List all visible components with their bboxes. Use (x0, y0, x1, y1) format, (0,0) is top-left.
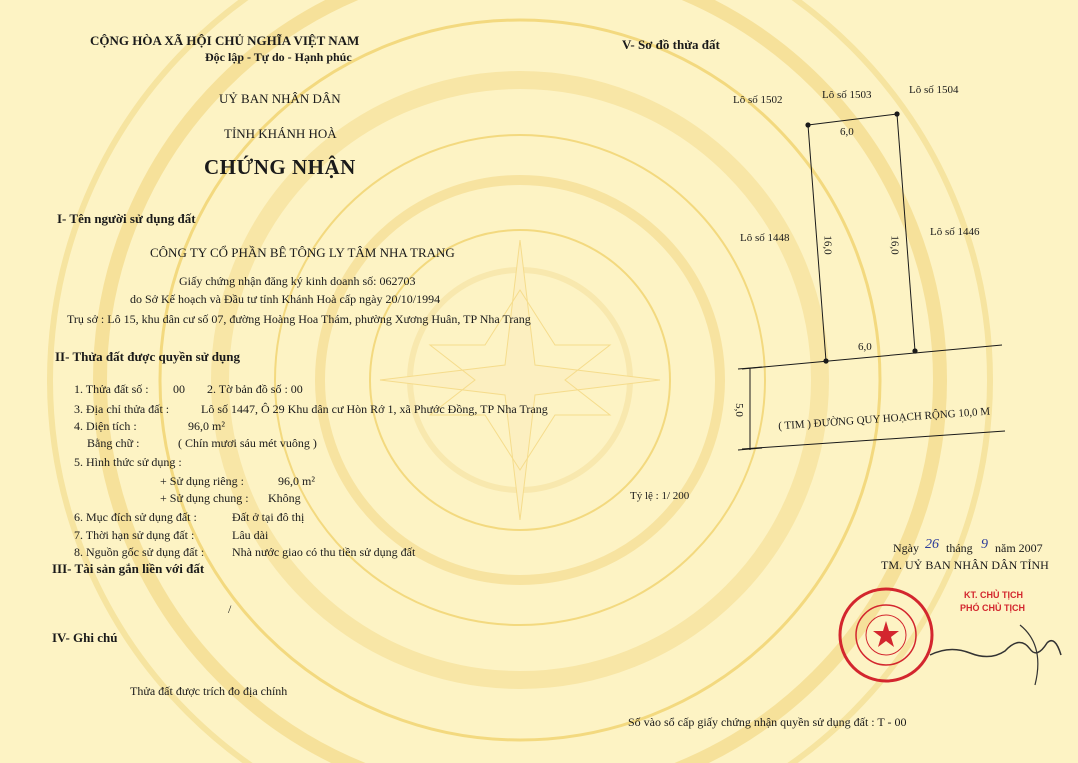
seal-star-icon (873, 621, 899, 647)
location-value: Lô số 1447, Ô 29 Khu dân cư Hòn Rớ 1, xã Phước Đồng, TP Nha Trang (201, 402, 548, 416)
register-number: Số vào sổ cấp giấy chứng nhận quyền sử dụng đất : T - 00 (628, 715, 907, 729)
lot-1504-label: Lô số 1504 (909, 84, 959, 96)
lot-1503-label: Lô số 1503 (822, 89, 872, 101)
section3-heading: III- Tài sản gắn liền với đất (52, 561, 205, 576)
note-text: Thửa đất được trích đo địa chính (130, 684, 288, 698)
parcel-corner-ne (894, 111, 899, 116)
top-width-label: 6,0 (840, 126, 854, 138)
road-label: ( TIM ) ĐƯỜNG QUY HOẠCH RỘNG 10,0 M (777, 405, 991, 433)
origin-label: 8. Nguồn gốc sử dụng đất : (74, 545, 205, 559)
parcel-corner-sw (823, 358, 828, 363)
section5-heading: V- Sơ đồ thửa đất (622, 37, 720, 52)
license-issuer: do Sở Kế hoạch và Đầu tư tỉnh Khánh Hoà cấp ngày 20/10/1994 (130, 292, 441, 306)
date-year: năm 2007 (995, 541, 1043, 555)
authority-line1: UỶ BAN NHÂN DÂN (219, 91, 341, 106)
bottom-width-label: 6,0 (858, 341, 872, 353)
area-label: 4. Diện tích : (74, 419, 137, 433)
deputy-title-line2: PHÓ CHỦ TỊCH (960, 603, 1025, 613)
origin-value: Nhà nước giao có thu tiền sử dụng đất (232, 545, 416, 559)
deputy-title-line1: KT. CHỦ TỊCH (964, 590, 1023, 600)
parcel-value: 00 (173, 382, 185, 396)
map-sheet: 2. Tờ bản đồ số : 00 (207, 382, 303, 396)
month-prefix: tháng (946, 541, 973, 555)
date-month: 9 (981, 537, 988, 552)
purpose-label: 6. Mục đích sử dụng đất : (74, 510, 197, 524)
term-label: 7. Thời hạn sử dụng đất : (74, 528, 195, 542)
area-words-value: ( Chín mươi sáu mét vuông ) (178, 436, 317, 450)
parcel-corner-nw (805, 122, 810, 127)
shared-use-label: + Sử dụng chung : (160, 491, 249, 505)
parcel-top-edge (808, 114, 897, 125)
date-day: 26 (925, 537, 939, 552)
lot-1446-label: Lô số 1446 (930, 226, 980, 238)
parcel-corner-se (912, 348, 917, 353)
parcel-right-edge (897, 114, 915, 351)
authority-line2: TỈNH KHÁNH HOÀ (224, 126, 337, 141)
scale-label: Tỷ lệ : 1/ 200 (630, 490, 690, 502)
parcel-bottom-edge (742, 345, 1002, 369)
area-value: 96,0 m² (188, 419, 225, 433)
parcel-label: 1. Thửa đất số : (74, 382, 149, 396)
assets-value: / (228, 602, 232, 616)
location-label: 3. Địa chỉ thửa đất : (74, 402, 170, 416)
section1-heading: I- Tên người sử dụng đất (57, 211, 196, 226)
left-length-label: 16,0 (821, 235, 834, 255)
purpose-value: Đất ở tại đô thị (232, 510, 305, 524)
section2-heading: II- Thửa đất được quyền sử dụng (55, 349, 240, 364)
area-words-label: Bằng chữ : (87, 436, 140, 450)
lot-1502-label: Lô số 1502 (733, 94, 783, 106)
business-license: Giấy chứng nhận đăng ký kinh doanh số: 062703 (179, 274, 416, 288)
head-office-address: Trụ sở : Lô 15, khu dân cư số 07, đường Hoàng Hoa Thám, phường Xương Huân, TP Nha Trang (67, 312, 531, 326)
red-seal-stamp (836, 585, 936, 685)
right-length-label: 16,0 (888, 235, 901, 255)
private-use-value: 96,0 m² (278, 474, 315, 488)
road-centerline (742, 431, 1005, 449)
date-prefix: Ngày (893, 541, 919, 555)
term-value: Lâu dài (232, 528, 269, 542)
road-width-label: 5,0 (732, 403, 745, 417)
company-name: CÔNG TY CỔ PHẦN BÊ TÔNG LY TÂM NHA TRANG (150, 245, 455, 260)
section4-heading: IV- Ghi chú (52, 630, 118, 645)
national-motto: Độc lập - Tự do - Hạnh phúc (205, 50, 352, 64)
on-behalf-of: TM. UỶ BAN NHÂN DÂN TỈNH (881, 558, 1049, 572)
document-title: CHỨNG NHẬN (204, 155, 356, 179)
signature-scribble (925, 615, 1065, 695)
shared-use-value: Không (268, 491, 301, 505)
private-use-label: + Sử dụng riêng : (160, 474, 244, 488)
usage-form-label: 5. Hình thức sử dụng : (74, 455, 182, 469)
country-name: CỘNG HÒA XÃ HỘI CHỦ NGHĨA VIỆT NAM (90, 33, 360, 48)
lot-1448-label: Lô số 1448 (740, 232, 790, 244)
